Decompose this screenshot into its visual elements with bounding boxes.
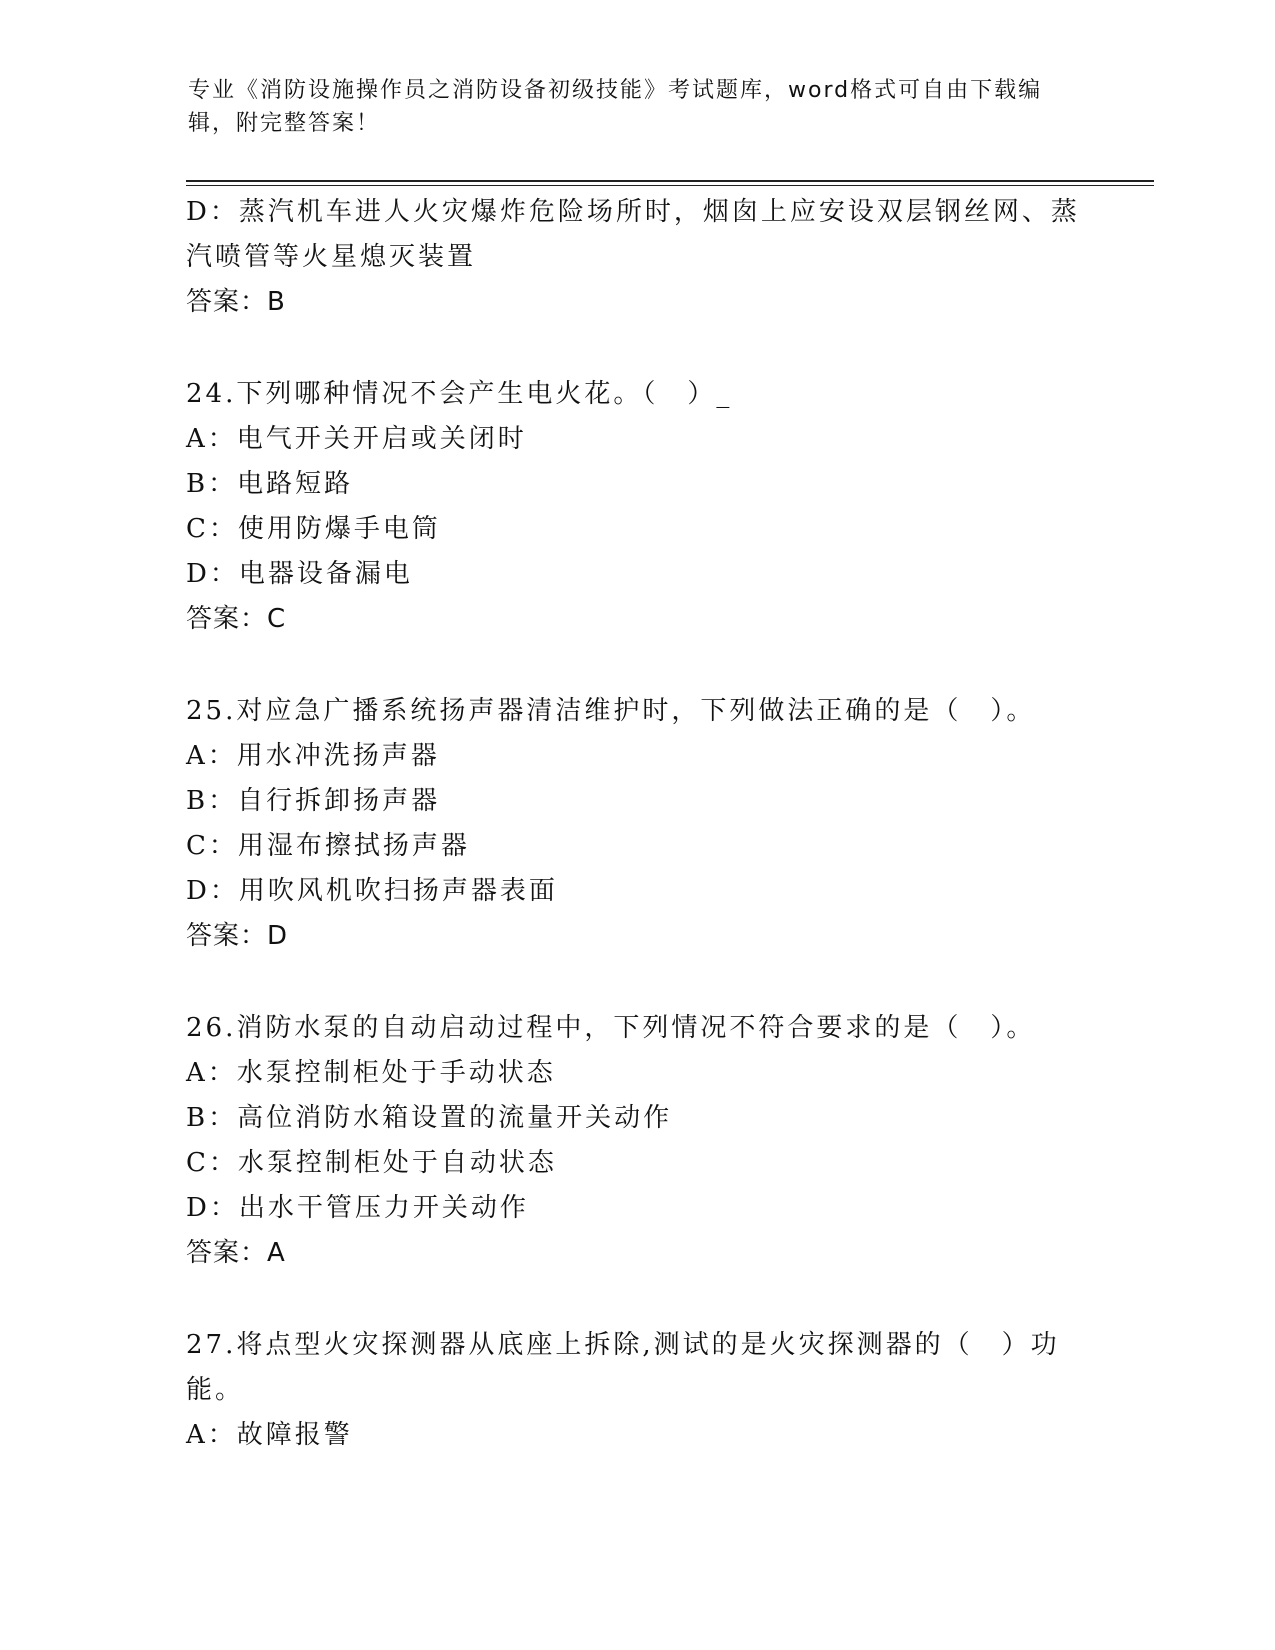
- question-stem: 26.消防水泵的自动启动过程中，下列情况不符合要求的是（ ）。: [186, 1013, 1036, 1043]
- option-b: B：电路短路: [186, 469, 354, 499]
- question-25: [186, 689, 1086, 959]
- header-divider-thin: [186, 185, 1154, 186]
- option-c: C：用湿布擦拭扬声器: [186, 831, 470, 861]
- option-d: D：出水干管压力开关动作: [186, 1193, 529, 1223]
- option-b: B：自行拆卸扬声器: [186, 786, 441, 816]
- question-stem: 24.下列哪种情况不会产生电火花。（ ）_: [186, 379, 733, 409]
- document-header: [188, 74, 1068, 140]
- answer-line: 答案：A: [186, 1238, 286, 1268]
- header-line-2: 辑，附完整答案！: [188, 111, 381, 136]
- question-27: [186, 1323, 1086, 1458]
- header-divider-thick: [186, 180, 1154, 182]
- option-a: A：用水冲洗扬声器: [186, 741, 440, 771]
- header-line-1: 专业《消防设施操作员之消防设备初级技能》考试题库，word格式可自由下载编: [188, 78, 1043, 103]
- option-a: A：电气开关开启或关闭时: [186, 424, 527, 454]
- option-c: C：水泵控制柜处于自动状态: [186, 1148, 557, 1178]
- question-24: [186, 372, 1086, 642]
- option-d: D：用吹风机吹扫扬声器表面: [186, 876, 558, 906]
- answer-line: 答案：D: [186, 921, 289, 951]
- option-a: A：水泵控制柜处于手动状态: [186, 1058, 556, 1088]
- answer-line: 答案：C: [186, 604, 287, 634]
- option-d: D：电器设备漏电: [186, 559, 413, 589]
- answer-line: 答案：B: [186, 287, 286, 317]
- question-list: [186, 190, 1086, 1458]
- option-d: D：蒸汽机车进人火灾爆炸危险场所时，烟囱上应安设双层钢丝网、蒸: [186, 197, 1080, 227]
- question-stem: 25.对应急广播系统扬声器清洁维护时，下列做法正确的是（ ）。: [186, 696, 1036, 726]
- option-c: C：使用防爆手电筒: [186, 514, 441, 544]
- option-d-continued: 汽喷管等火星熄灭装置: [186, 242, 477, 272]
- question-stem-continued: 能。: [186, 1375, 245, 1405]
- question-26: [186, 1006, 1086, 1276]
- question-23-continued: [186, 190, 1086, 325]
- question-stem: 27.将点型火灾探测器从底座上拆除,测试的是火灾探测器的（ ）功: [186, 1330, 1060, 1360]
- option-a: A：故障报警: [186, 1420, 353, 1450]
- option-b: B：高位消防水箱设置的流量开关动作: [186, 1103, 673, 1133]
